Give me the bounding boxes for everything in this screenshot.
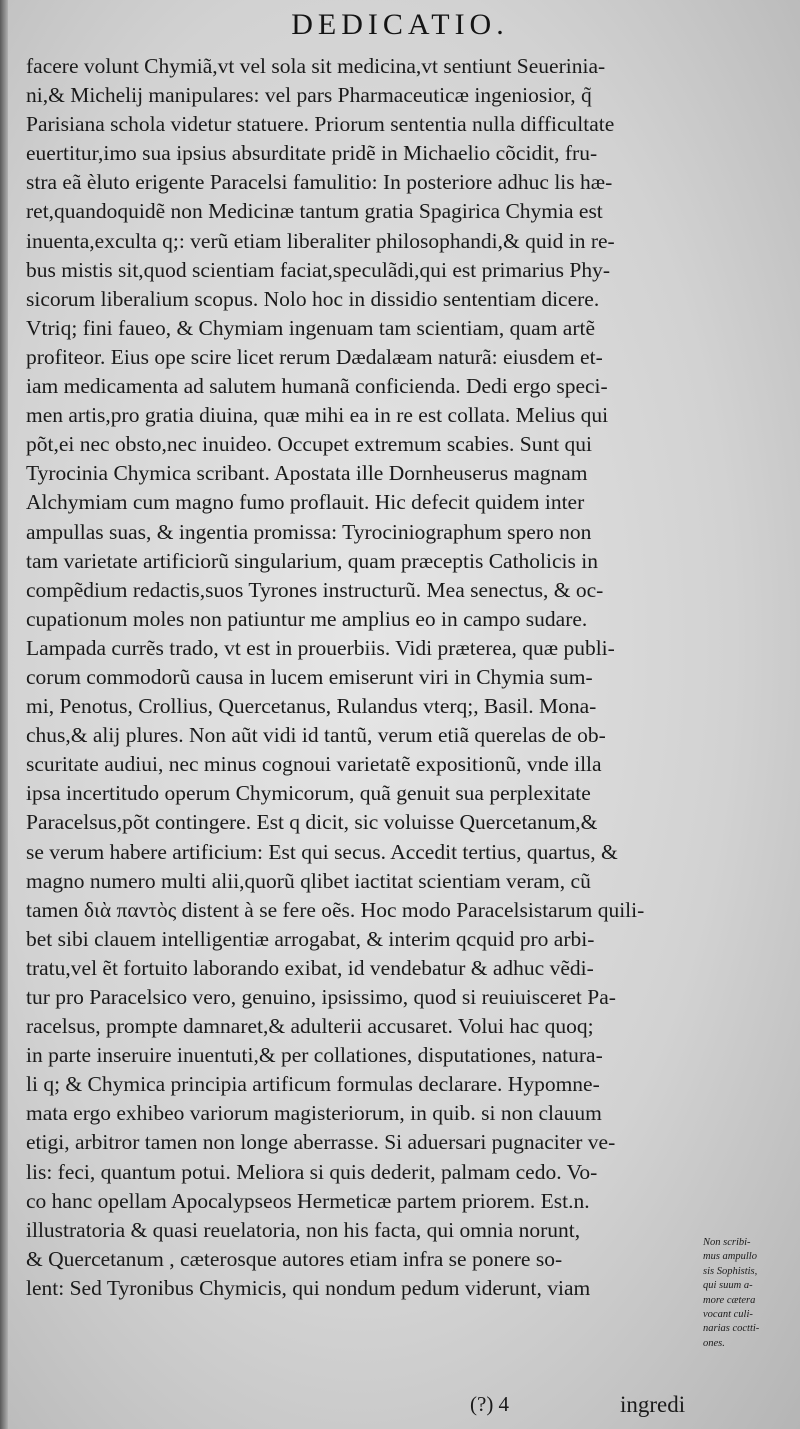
text-line: lent: Sed Tyronibus Chymicis, qui nondum pedum viderunt, viam (26, 1275, 591, 1300)
text-line: Lampada currẽs trado, vt est in prouerbiis. Vidi præterea, quæ publi- (26, 635, 615, 660)
text-line: sicorum liberalium scopus. Nolo hoc in dissidio sententiam dicere. (26, 286, 600, 311)
text-line: ret,quandoquidẽ non Medicinæ tantum gratia Spagirica Chymia est (26, 199, 603, 224)
marginal-note-line: Non scribi- (703, 1237, 751, 1248)
text-line: tur pro Paracelsico vero, genuino, ipsissimo, quod si reuiuisceret Pa- (26, 985, 616, 1009)
marginal-note-line: mus ampullo (703, 1251, 757, 1263)
marginal-note (703, 1236, 797, 1351)
text-line: Alchymiam cum magno fumo proflauit. Hic defecit quidem inter (26, 490, 585, 515)
text-line: co hanc opellam Apocalypseos Hermeticæ partem priorem. Est.n. (26, 1188, 590, 1213)
text-line: ampullas suas, & ingentia promissa: Tyrociniographum spero non (26, 519, 592, 544)
text-line: ipsa incertitudo operum Chymicorum, quã genuit sua perplexitate (26, 781, 591, 806)
text-line: stra eã èluto erigente Paracelsi famulitio: In posteriore adhuc lis hæ- (26, 170, 613, 195)
text-line: chus,& alij plures. Non aũt vidi id tantũ, verum etiã querelas de ob- (26, 723, 606, 748)
text-line: Vtriq; fini faueo, & Chymiam ingenuam tam scientiam, quam artẽ (26, 315, 596, 340)
running-header: DEDICATIO. (291, 8, 509, 41)
text-line: profiteor. Eius ope scire licet rerum Dædalæam naturã: eiusdem et- (26, 344, 603, 369)
marginal-note-line: sis Sophistis, (703, 1265, 758, 1277)
marginal-note-line: more cætera (703, 1294, 756, 1306)
text-line: lis: feci, quantum potui. Meliora si quis dederit, palmam cedo. Vo- (26, 1159, 598, 1184)
text-line: scuritate audiui, nec minus cognoui varietatẽ expositionũ, vnde illa (26, 752, 602, 777)
text-line: cupationum moles non patiuntur me amplius eo in campo sudare. (26, 606, 588, 631)
text-line: in parte inseruire inuentuti,& per collationes, disputationes, natura- (26, 1043, 603, 1068)
text-line: mi, Penotus, Crollius, Quercetanus, Rulandus vterq;, Basil. Mona- (26, 694, 597, 719)
text-line: illustratoria & quasi reuelatoria, non his facta, qui omnia norunt, (26, 1217, 581, 1242)
text-line: compẽdium redactis,suos Tyrones instructurũ. Mea senectus, & oc- (26, 577, 604, 602)
text-line: põt,ei nec obsto,nec inuideo. Occupet extremum scabies. Sunt qui (26, 432, 593, 457)
text-line: Parisiana schola videtur statuere. Priorum sententia nulla difficultate (26, 112, 615, 137)
text-line: tratu,vel ẽt fortuito laborando exibat, id vendebatur & adhuc vẽdi- (26, 955, 594, 980)
text-line: bet sibi clauem intelligentiæ arrogabat, & interim qcquid pro arbi- (26, 926, 595, 951)
signature-mark: (?) 4 (470, 1392, 510, 1416)
text-line: inuenta,exculta q;: verũ etiam liberaliter philosophandi,& quid in re- (26, 228, 615, 253)
text-line: tam varietate artificiorũ singularium, quam præceptis Catholicis in (26, 548, 598, 573)
text-line: Paracelsus,põt contingere. Est q dicit, sic voluisse Quercetanum,& (26, 810, 598, 835)
marginal-note-line: narias coctti- (703, 1323, 760, 1335)
text-line: men artis,pro gratia diuina, quæ mihi ea in re est collata. Melius qui (26, 403, 609, 428)
text-line: mata ergo exhibeo variorum magisteriorum, in quib. si non clauum (26, 1101, 602, 1126)
text-line: euertitur,imo sua ipsius absurditate pridẽ in Michaelio cõcidit, fru- (26, 141, 598, 166)
text-line: facere volunt Chymiã,vt vel sola sit medicina,vt sentiunt Seuerinia- (26, 54, 606, 78)
text-line: racelsus, prompte damnaret,& adulterii accusaret. Volui hac quoq; (26, 1014, 594, 1039)
text-line: se verum habere artificium: Est qui secus. Accedit tertius, quartus, & (26, 839, 618, 864)
page-edge-shadow (0, 0, 8, 1429)
text-line: tamen διὰ παντὸς distent à se fere oẽs. Hoc modo Paracelsistarum quili- (26, 897, 645, 922)
text-line: etigi, arbitror tamen non longe aberrasse. Si aduersari pugnaciter ve- (26, 1130, 616, 1155)
catchword: ingredi (620, 1392, 686, 1417)
marginal-note-line: vocant culi- (703, 1309, 753, 1321)
text-line: & Quercetanum , cæterosque autores etiam infra se ponere so- (26, 1246, 563, 1271)
text-line: ni,& Michelij manipulares: vel pars Pharmaceuticæ ingeniosior, q̃ (26, 83, 592, 108)
text-line: bus mistis sit,quod scientiam faciat,speculãdi,qui est primarius Phy- (26, 257, 610, 282)
marginal-note-line: qui suum a- (703, 1280, 753, 1292)
text-line: Tyrocinia Chymica scribant. Apostata ille Dornheuserus magnam (26, 461, 588, 486)
text-line: magno numero multi alii,quorũ qlibet iactitat scientiam veram, cũ (26, 868, 591, 893)
body-text (26, 52, 698, 1303)
text-line: iam medicamenta ad salutem humanã conficienda. Dedi ergo speci- (26, 374, 608, 399)
text-line: corum commodorũ causa in lucem emiserunt viri in Chymia sum- (26, 664, 593, 689)
text-line: li q; & Chymica principia artificum formulas declarare. Hypomne- (26, 1072, 600, 1097)
marginal-note-line: ones. (703, 1337, 725, 1349)
